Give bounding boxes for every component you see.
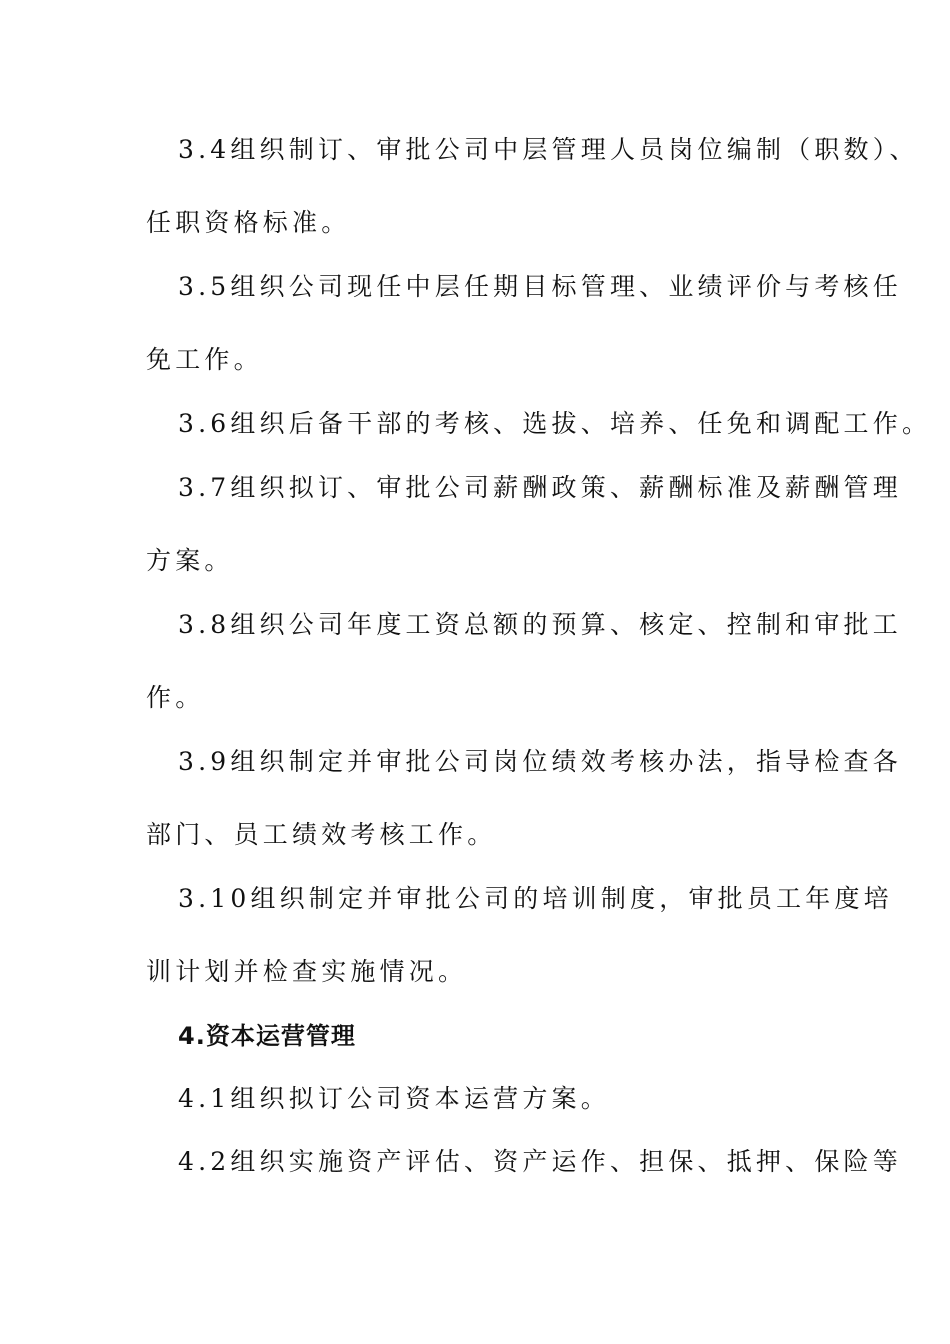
paragraph-line: 训计划并检查实施情况。: [146, 957, 468, 986]
paragraph-line: 3.7组织拟订、审批公司薪酬政策、薪酬标准及薪酬管理: [178, 473, 902, 502]
paragraph-line: 免工作。: [146, 345, 263, 374]
paragraph-line: 3.8组织公司年度工资总额的预算、核定、控制和审批工: [178, 610, 902, 639]
section-heading: 4.资本运营管理: [178, 1022, 356, 1050]
paragraph-line: 4.1组织拟订公司资本运营方案。: [178, 1084, 610, 1113]
paragraph-line: 3.5组织公司现任中层任期目标管理、业绩评价与考核任: [178, 272, 902, 301]
paragraph-line: 任职资格标准。: [146, 208, 351, 237]
paragraph-line: 3.6组织后备干部的考核、选拔、培养、任免和调配工作。: [178, 409, 932, 438]
paragraph-line: 部门、员工绩效考核工作。: [146, 820, 497, 849]
paragraph-line: 4.2组织实施资产评估、资产运作、担保、抵押、保险等: [178, 1147, 902, 1176]
paragraph-line: 3.4组织制订、审批公司中层管理人员岗位编制（职数）、: [178, 135, 919, 164]
paragraph-line: 3.9组织制定并审批公司岗位绩效考核办法，指导检查各: [178, 747, 902, 776]
paragraph-line: 作。: [146, 683, 205, 712]
paragraph-line: 3.10组织制定并审批公司的培训制度，审批员工年度培: [178, 884, 893, 913]
paragraph-line: 方案。: [146, 546, 234, 575]
